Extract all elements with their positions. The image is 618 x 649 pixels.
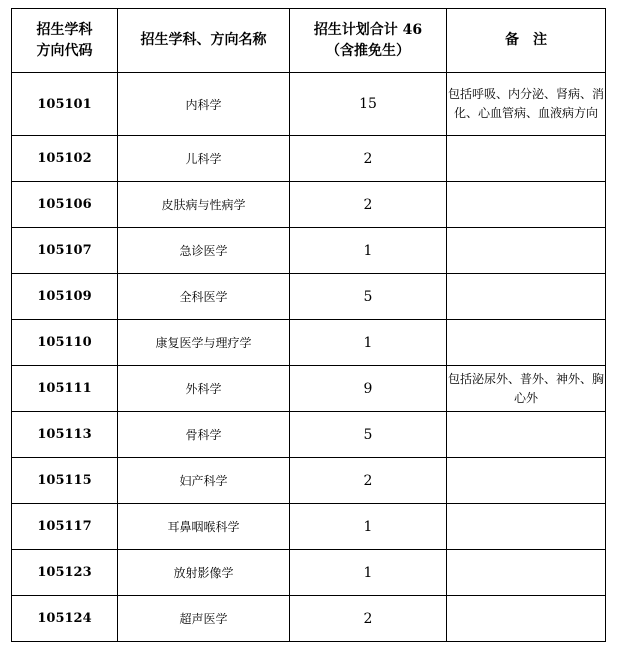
cell-note [447, 320, 606, 366]
cell-code: 105111 [12, 366, 118, 412]
table-row [12, 366, 606, 412]
cell-name: 皮肤病与性病学 [118, 182, 290, 228]
header-code-line1: 招生学科 [36, 21, 93, 38]
cell-count: 1 [290, 504, 447, 550]
table-row [12, 136, 606, 182]
cell-code: 105109 [12, 274, 118, 320]
cell-count: 9 [290, 366, 447, 412]
header-name: 招生学科、方向名称 [118, 9, 290, 73]
cell-count: 5 [290, 412, 447, 458]
cell-name: 急诊医学 [118, 228, 290, 274]
cell-code: 105101 [12, 73, 118, 136]
cell-name: 妇产科学 [118, 458, 290, 504]
table-row [12, 504, 606, 550]
cell-note [447, 596, 606, 642]
cell-note [447, 412, 606, 458]
cell-name: 骨科学 [118, 412, 290, 458]
header-code-line2: 方向代码 [36, 42, 93, 59]
cell-note [447, 182, 606, 228]
cell-count: 15 [290, 73, 447, 136]
cell-name: 儿科学 [118, 136, 290, 182]
cell-name: 外科学 [118, 366, 290, 412]
cell-code: 105124 [12, 596, 118, 642]
cell-count: 2 [290, 458, 447, 504]
cell-code: 105102 [12, 136, 118, 182]
cell-name: 超声医学 [118, 596, 290, 642]
header-code [12, 9, 118, 73]
cell-note [447, 504, 606, 550]
table-row [12, 228, 606, 274]
table-row [12, 73, 606, 136]
table-row [12, 320, 606, 366]
table-row [12, 274, 606, 320]
cell-note [447, 274, 606, 320]
table-row [12, 412, 606, 458]
cell-code: 105106 [12, 182, 118, 228]
cell-count: 2 [290, 596, 447, 642]
cell-note: 包括呼吸、内分泌、肾病、消化、心血管病、血液病方向 [447, 73, 606, 136]
table-row [12, 550, 606, 596]
cell-name: 内科学 [118, 73, 290, 136]
cell-code: 105123 [12, 550, 118, 596]
enrollment-table [11, 8, 606, 642]
cell-note [447, 550, 606, 596]
header-plan-line1: 招生计划合计 46 [313, 21, 423, 38]
cell-count: 1 [290, 550, 447, 596]
cell-code: 105110 [12, 320, 118, 366]
table-row [12, 458, 606, 504]
cell-note: 包括泌尿外、普外、神外、胸心外 [447, 366, 606, 412]
header-note: 备 注 [447, 9, 606, 73]
header-plan [290, 9, 447, 73]
cell-note [447, 458, 606, 504]
cell-code: 105115 [12, 458, 118, 504]
header-row [12, 9, 606, 73]
cell-note [447, 228, 606, 274]
table-row [12, 182, 606, 228]
cell-count: 2 [290, 182, 447, 228]
cell-count: 5 [290, 274, 447, 320]
cell-count: 1 [290, 228, 447, 274]
cell-name: 全科医学 [118, 274, 290, 320]
cell-name: 耳鼻咽喉科学 [118, 504, 290, 550]
header-plan-line2: （含推免生） [326, 42, 410, 59]
cell-count: 1 [290, 320, 447, 366]
cell-code: 105107 [12, 228, 118, 274]
cell-name: 放射影像学 [118, 550, 290, 596]
cell-note [447, 136, 606, 182]
table-row [12, 596, 606, 642]
cell-code: 105117 [12, 504, 118, 550]
cell-code: 105113 [12, 412, 118, 458]
cell-count: 2 [290, 136, 447, 182]
cell-name: 康复医学与理疗学 [118, 320, 290, 366]
